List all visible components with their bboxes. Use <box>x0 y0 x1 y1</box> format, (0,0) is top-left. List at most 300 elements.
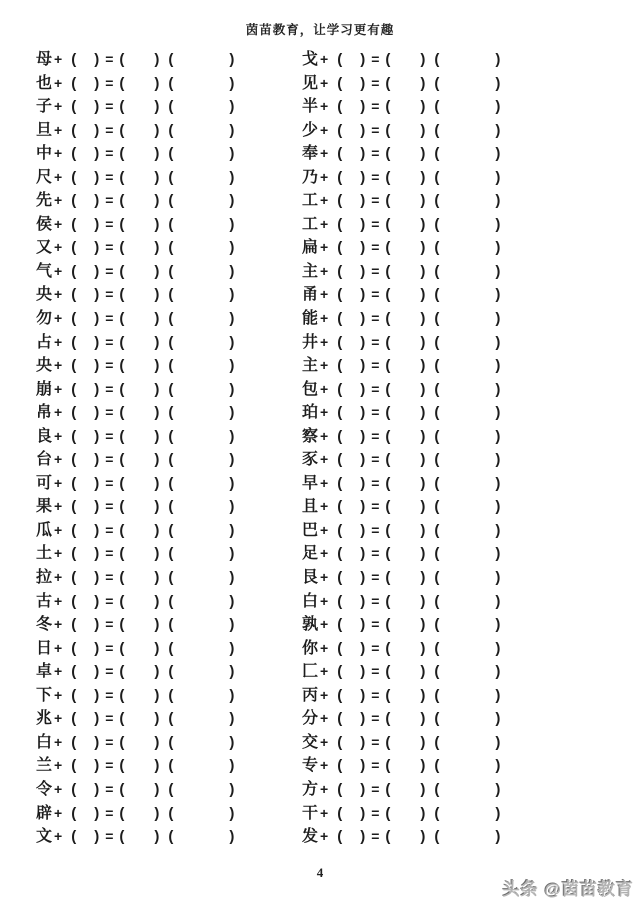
plus-sign: + <box>54 427 63 444</box>
close-paren: ) <box>229 828 235 846</box>
equals-sign: = <box>105 74 114 91</box>
close-paren: ) <box>154 51 160 68</box>
exercise-row <box>302 72 602 96</box>
close-paren: ) <box>229 686 235 704</box>
equals-sign: = <box>371 262 380 279</box>
exercise-row <box>302 707 602 731</box>
page-number: 4 <box>316 865 324 880</box>
close-paren: ) <box>420 663 426 681</box>
open-paren: ( <box>119 239 125 257</box>
plus-sign: + <box>320 804 329 821</box>
open-paren: ( <box>434 404 440 422</box>
open-paren: ( <box>119 545 125 563</box>
equals-sign: = <box>105 686 114 703</box>
open-paren: ( <box>119 639 125 657</box>
close-paren: ) <box>360 569 366 587</box>
plus-sign: + <box>320 710 329 727</box>
base-character: 见 <box>302 74 319 92</box>
equals-sign: = <box>371 451 380 468</box>
close-paren: ) <box>94 569 100 587</box>
exercise-row <box>36 825 302 849</box>
open-paren: ( <box>119 804 125 822</box>
open-paren: ( <box>337 733 343 751</box>
close-paren: ) <box>154 286 160 304</box>
exercise-row <box>36 236 302 260</box>
open-paren: ( <box>434 310 440 328</box>
base-character: 果 <box>36 498 53 516</box>
base-character: 少 <box>302 121 319 139</box>
close-paren: ) <box>495 521 501 539</box>
close-paren: ) <box>154 168 160 186</box>
close-paren: ) <box>360 145 366 163</box>
exercise-row <box>36 637 302 661</box>
close-paren: ) <box>360 286 366 304</box>
close-paren: ) <box>420 710 426 728</box>
close-paren: ) <box>154 380 160 398</box>
open-paren: ( <box>71 192 77 210</box>
close-paren: ) <box>420 521 426 539</box>
plus-sign: + <box>54 545 63 562</box>
close-paren: ) <box>94 545 100 563</box>
close-paren: ) <box>94 380 100 398</box>
open-paren: ( <box>168 145 174 163</box>
open-paren: ( <box>71 828 77 846</box>
open-paren: ( <box>119 427 125 445</box>
close-paren: ) <box>420 474 426 492</box>
close-paren: ) <box>94 828 100 846</box>
base-character: 下 <box>36 686 53 704</box>
plus-sign: + <box>54 74 63 91</box>
open-paren: ( <box>71 427 77 445</box>
close-paren: ) <box>420 828 426 846</box>
close-paren: ) <box>360 380 366 398</box>
open-paren: ( <box>434 663 440 681</box>
open-paren: ( <box>385 451 391 469</box>
base-character: 交 <box>302 733 319 751</box>
exercise-row <box>36 72 302 96</box>
open-paren: ( <box>168 710 174 728</box>
base-character: 足 <box>302 545 319 563</box>
open-paren: ( <box>385 380 391 398</box>
close-paren: ) <box>495 616 501 634</box>
close-paren: ) <box>229 239 235 257</box>
close-paren: ) <box>154 545 160 563</box>
close-paren: ) <box>495 639 501 657</box>
open-paren: ( <box>337 98 343 116</box>
close-paren: ) <box>229 404 235 422</box>
close-paren: ) <box>94 663 100 681</box>
close-paren: ) <box>420 616 426 634</box>
close-paren: ) <box>420 121 426 139</box>
open-paren: ( <box>71 757 77 775</box>
open-paren: ( <box>385 168 391 186</box>
close-paren: ) <box>229 710 235 728</box>
open-paren: ( <box>337 380 343 398</box>
open-paren: ( <box>337 616 343 634</box>
close-paren: ) <box>94 733 100 751</box>
close-paren: ) <box>495 780 501 798</box>
close-paren: ) <box>360 474 366 492</box>
open-paren: ( <box>385 663 391 681</box>
open-paren: ( <box>119 51 125 68</box>
equals-sign: = <box>371 192 380 209</box>
equals-sign: = <box>105 121 114 138</box>
close-paren: ) <box>495 686 501 704</box>
close-paren: ) <box>94 592 100 610</box>
open-paren: ( <box>119 592 125 610</box>
exercise-row <box>36 519 302 543</box>
base-character: 尺 <box>36 168 53 186</box>
open-paren: ( <box>71 357 77 375</box>
open-paren: ( <box>434 521 440 539</box>
close-paren: ) <box>360 733 366 751</box>
plus-sign: + <box>54 357 63 374</box>
open-paren: ( <box>434 757 440 775</box>
open-paren: ( <box>168 427 174 445</box>
close-paren: ) <box>360 592 366 610</box>
base-character: 文 <box>36 828 53 846</box>
open-paren: ( <box>385 521 391 539</box>
open-paren: ( <box>119 192 125 210</box>
open-paren: ( <box>434 686 440 704</box>
open-paren: ( <box>119 828 125 846</box>
close-paren: ) <box>360 262 366 280</box>
plus-sign: + <box>320 828 329 845</box>
exercise-row <box>36 802 302 826</box>
exercise-row <box>36 472 302 496</box>
open-paren: ( <box>337 521 343 539</box>
base-character: 先 <box>36 192 53 210</box>
close-paren: ) <box>495 404 501 422</box>
close-paren: ) <box>154 333 160 351</box>
close-paren: ) <box>420 804 426 822</box>
close-paren: ) <box>94 262 100 280</box>
plus-sign: + <box>54 168 63 185</box>
open-paren: ( <box>119 733 125 751</box>
close-paren: ) <box>154 757 160 775</box>
close-paren: ) <box>154 710 160 728</box>
close-paren: ) <box>154 451 160 469</box>
open-paren: ( <box>337 333 343 351</box>
open-paren: ( <box>168 569 174 587</box>
open-paren: ( <box>337 192 343 210</box>
close-paren: ) <box>229 215 235 233</box>
open-paren: ( <box>337 804 343 822</box>
close-paren: ) <box>495 74 501 92</box>
open-paren: ( <box>337 780 343 798</box>
close-paren: ) <box>420 380 426 398</box>
close-paren: ) <box>94 710 100 728</box>
close-paren: ) <box>420 310 426 328</box>
open-paren: ( <box>385 804 391 822</box>
exercise-row <box>36 448 302 472</box>
open-paren: ( <box>168 215 174 233</box>
exercise-row <box>36 425 302 449</box>
close-paren: ) <box>420 427 426 445</box>
close-paren: ) <box>420 168 426 186</box>
base-character: 且 <box>302 498 319 516</box>
base-character: 包 <box>302 380 319 398</box>
exercise-row <box>302 754 602 778</box>
exercise-row <box>302 613 602 637</box>
close-paren: ) <box>495 804 501 822</box>
close-paren: ) <box>495 333 501 351</box>
open-paren: ( <box>168 521 174 539</box>
close-paren: ) <box>94 51 100 68</box>
open-paren: ( <box>71 286 77 304</box>
equals-sign: = <box>105 51 114 67</box>
exercise-row <box>302 684 602 708</box>
open-paren: ( <box>168 333 174 351</box>
plus-sign: + <box>54 710 63 727</box>
plus-sign: + <box>320 474 329 491</box>
open-paren: ( <box>71 780 77 798</box>
close-paren: ) <box>360 239 366 257</box>
open-paren: ( <box>119 145 125 163</box>
close-paren: ) <box>154 686 160 704</box>
open-paren: ( <box>71 380 77 398</box>
plus-sign: + <box>54 215 63 232</box>
close-paren: ) <box>94 168 100 186</box>
equals-sign: = <box>371 239 380 256</box>
plus-sign: + <box>320 51 329 67</box>
close-paren: ) <box>360 521 366 539</box>
close-paren: ) <box>94 121 100 139</box>
plus-sign: + <box>54 262 63 279</box>
base-character: 勿 <box>36 310 53 328</box>
exercise-row <box>302 425 602 449</box>
close-paren: ) <box>495 239 501 257</box>
plus-sign: + <box>54 121 63 138</box>
equals-sign: = <box>371 215 380 232</box>
base-character: 也 <box>36 74 53 92</box>
equals-sign: = <box>105 569 114 586</box>
open-paren: ( <box>385 569 391 587</box>
close-paren: ) <box>360 215 366 233</box>
plus-sign: + <box>320 733 329 750</box>
open-paren: ( <box>337 239 343 257</box>
plus-sign: + <box>54 239 63 256</box>
base-character: 分 <box>302 710 319 728</box>
equals-sign: = <box>105 474 114 491</box>
open-paren: ( <box>119 616 125 634</box>
plus-sign: + <box>54 592 63 609</box>
close-paren: ) <box>94 333 100 351</box>
open-paren: ( <box>119 380 125 398</box>
close-paren: ) <box>154 239 160 257</box>
exercise-row <box>36 307 302 331</box>
base-character: 奉 <box>302 145 319 163</box>
open-paren: ( <box>119 569 125 587</box>
open-paren: ( <box>119 663 125 681</box>
base-character: 巴 <box>302 521 319 539</box>
exercise-row <box>302 354 602 378</box>
open-paren: ( <box>434 639 440 657</box>
close-paren: ) <box>229 804 235 822</box>
exercise-row <box>36 166 302 190</box>
close-paren: ) <box>94 451 100 469</box>
equals-sign: = <box>371 757 380 774</box>
close-paren: ) <box>360 74 366 92</box>
plus-sign: + <box>54 780 63 797</box>
equals-sign: = <box>371 663 380 680</box>
close-paren: ) <box>420 145 426 163</box>
exercise-row <box>36 378 302 402</box>
close-paren: ) <box>360 357 366 375</box>
close-paren: ) <box>495 310 501 328</box>
open-paren: ( <box>168 639 174 657</box>
base-character: 你 <box>302 639 319 657</box>
close-paren: ) <box>420 333 426 351</box>
exercise-row <box>36 95 302 119</box>
plus-sign: + <box>54 733 63 750</box>
plus-sign: + <box>54 639 63 656</box>
equals-sign: = <box>371 74 380 91</box>
open-paren: ( <box>434 780 440 798</box>
equals-sign: = <box>105 427 114 444</box>
open-paren: ( <box>434 286 440 304</box>
open-paren: ( <box>119 121 125 139</box>
close-paren: ) <box>94 215 100 233</box>
equals-sign: = <box>371 710 380 727</box>
open-paren: ( <box>71 168 77 186</box>
open-paren: ( <box>168 51 174 68</box>
exercise-row <box>36 260 302 284</box>
close-paren: ) <box>360 451 366 469</box>
plus-sign: + <box>54 98 63 115</box>
base-character: 旦 <box>36 121 53 139</box>
open-paren: ( <box>119 74 125 92</box>
exercise-row <box>302 166 602 190</box>
close-paren: ) <box>495 262 501 280</box>
close-paren: ) <box>495 286 501 304</box>
exercise-row <box>36 401 302 425</box>
close-paren: ) <box>154 498 160 516</box>
close-paren: ) <box>94 804 100 822</box>
close-paren: ) <box>229 616 235 634</box>
close-paren: ) <box>420 286 426 304</box>
open-paren: ( <box>385 333 391 351</box>
open-paren: ( <box>119 757 125 775</box>
base-character: 气 <box>36 262 53 280</box>
close-paren: ) <box>360 639 366 657</box>
equals-sign: = <box>371 474 380 491</box>
close-paren: ) <box>154 639 160 657</box>
equals-sign: = <box>371 828 380 845</box>
equals-sign: = <box>371 733 380 750</box>
equals-sign: = <box>105 357 114 374</box>
close-paren: ) <box>229 192 235 210</box>
exercise-column-right <box>302 48 602 849</box>
equals-sign: = <box>371 404 380 421</box>
exercise-row <box>36 566 302 590</box>
open-paren: ( <box>71 498 77 516</box>
exercise-row <box>36 707 302 731</box>
equals-sign: = <box>371 427 380 444</box>
base-character: 崩 <box>36 380 53 398</box>
open-paren: ( <box>119 451 125 469</box>
open-paren: ( <box>71 474 77 492</box>
open-paren: ( <box>385 51 391 68</box>
close-paren: ) <box>229 757 235 775</box>
base-character: 方 <box>302 780 319 798</box>
open-paren: ( <box>119 686 125 704</box>
open-paren: ( <box>337 545 343 563</box>
base-character: 瓜 <box>36 521 53 539</box>
open-paren: ( <box>168 545 174 563</box>
base-character: 扁 <box>302 239 319 257</box>
open-paren: ( <box>337 592 343 610</box>
exercise-row <box>36 684 302 708</box>
equals-sign: = <box>105 404 114 421</box>
plus-sign: + <box>54 451 63 468</box>
close-paren: ) <box>94 404 100 422</box>
base-character: 帛 <box>36 404 53 422</box>
close-paren: ) <box>360 804 366 822</box>
close-paren: ) <box>229 639 235 657</box>
close-paren: ) <box>495 357 501 375</box>
open-paren: ( <box>71 121 77 139</box>
exercise-row <box>302 142 602 166</box>
base-character: 古 <box>36 592 53 610</box>
open-paren: ( <box>71 733 77 751</box>
plus-sign: + <box>320 521 329 538</box>
open-paren: ( <box>337 121 343 139</box>
plus-sign: + <box>54 521 63 538</box>
open-paren: ( <box>71 663 77 681</box>
plus-sign: + <box>54 828 63 845</box>
base-character: 察 <box>302 427 319 445</box>
close-paren: ) <box>360 427 366 445</box>
open-paren: ( <box>434 474 440 492</box>
equals-sign: = <box>371 286 380 303</box>
close-paren: ) <box>154 145 160 163</box>
equals-sign: = <box>371 310 380 327</box>
close-paren: ) <box>154 828 160 846</box>
close-paren: ) <box>94 639 100 657</box>
close-paren: ) <box>495 569 501 587</box>
open-paren: ( <box>168 592 174 610</box>
plus-sign: + <box>320 215 329 232</box>
open-paren: ( <box>434 710 440 728</box>
close-paren: ) <box>360 333 366 351</box>
close-paren: ) <box>94 145 100 163</box>
close-paren: ) <box>360 545 366 563</box>
open-paren: ( <box>168 474 174 492</box>
equals-sign: = <box>105 262 114 279</box>
close-paren: ) <box>154 663 160 681</box>
open-paren: ( <box>119 215 125 233</box>
exercise-row <box>302 519 602 543</box>
open-paren: ( <box>385 710 391 728</box>
close-paren: ) <box>360 686 366 704</box>
equals-sign: = <box>105 498 114 515</box>
open-paren: ( <box>337 404 343 422</box>
open-paren: ( <box>434 451 440 469</box>
close-paren: ) <box>154 262 160 280</box>
base-character: 母 <box>36 51 53 68</box>
open-paren: ( <box>337 710 343 728</box>
plus-sign: + <box>320 286 329 303</box>
open-paren: ( <box>168 310 174 328</box>
close-paren: ) <box>420 239 426 257</box>
close-paren: ) <box>495 145 501 163</box>
open-paren: ( <box>434 239 440 257</box>
equals-sign: = <box>371 168 380 185</box>
open-paren: ( <box>434 51 440 68</box>
close-paren: ) <box>229 310 235 328</box>
open-paren: ( <box>71 239 77 257</box>
